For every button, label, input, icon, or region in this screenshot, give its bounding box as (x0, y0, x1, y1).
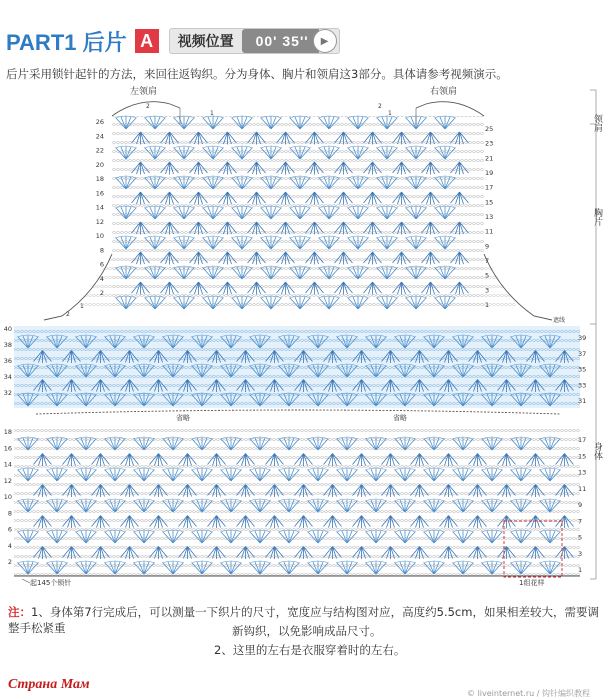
upper-chest-block (44, 102, 552, 320)
note-line-3: 2、这里的左右是衣服穿着时的左右。 (214, 643, 406, 657)
row-number: 13 (578, 468, 587, 477)
row-number: 19 (485, 169, 494, 177)
row-number: 16 (3, 444, 12, 453)
note-line-2: 新钩织，以免影响成品尺寸。 (232, 624, 382, 638)
row-number: 16 (95, 189, 104, 198)
row-number: 4 (99, 274, 104, 283)
row-number: 15 (485, 198, 494, 207)
row-number: 5 (578, 533, 583, 542)
row-number: 18 (95, 175, 104, 183)
video-position-bar[interactable] (169, 28, 340, 54)
note-text-1: 1、身体第7行完成后，可以测量一下织片的尺寸，宽度应与结构图对应，高度约5.5cm，如果相差较大，需要调整手松紧重 (8, 605, 599, 635)
row-number: 9 (485, 242, 490, 251)
row-number: 5 (485, 271, 490, 280)
row-number: 2 (99, 289, 104, 297)
lower-left-row-numbers (4, 428, 12, 566)
row-number: 12 (95, 217, 104, 226)
row-number: 11 (578, 484, 587, 493)
row-number: 37 (578, 349, 587, 358)
neck-mark: 2 (378, 103, 382, 110)
row-number: 10 (95, 232, 104, 240)
side-label-chest: 胸片 (592, 208, 602, 226)
header (6, 26, 340, 56)
row-number: 33 (578, 381, 587, 390)
neck-mark: 1 (388, 110, 392, 117)
row-number: 20 (95, 160, 104, 169)
row-number: 6 (7, 525, 12, 534)
start-arrow (22, 579, 30, 583)
row-number: 14 (95, 203, 104, 212)
mid-left-row-numbers (4, 325, 12, 397)
middle-body-block (14, 326, 580, 408)
row-number: 38 (3, 341, 12, 349)
lower-right-row-numbers (578, 436, 586, 574)
row-number: 1 (485, 301, 490, 309)
omit-label-left: 省略 (176, 414, 190, 422)
row-number: 39 (578, 334, 587, 342)
neck-mark: 1 (210, 110, 214, 117)
crochet-diagram (0, 84, 604, 589)
row-number: 3 (485, 286, 490, 295)
row-number: 7 (485, 257, 490, 265)
side-brackets (590, 90, 596, 579)
left-shoulder-label: 左领肩 (130, 87, 158, 97)
row-number: 10 (3, 493, 12, 501)
row-number: 34 (3, 373, 12, 381)
row-number: 3 (578, 549, 583, 558)
part-badge: A (135, 29, 159, 53)
row-number: 2 (7, 558, 12, 566)
row-number: 23 (485, 139, 494, 148)
omit-wave-line (36, 410, 560, 414)
row-number: 6 (99, 260, 104, 269)
note-prefix: 注： (8, 605, 31, 619)
row-number: 22 (95, 146, 104, 155)
video-label: 视频位置 (177, 34, 234, 50)
row-number: 4 (7, 541, 12, 550)
row-number: 7 (578, 517, 583, 526)
row-number: 32 (3, 389, 12, 397)
row-number: 24 (95, 132, 104, 141)
row-number: 40 (3, 325, 12, 333)
row-number: 15 (578, 452, 587, 461)
weave-in-label: 遮线 (553, 317, 566, 324)
neck-mark: 2 (146, 103, 150, 110)
repeat-label: 1组花样 (519, 579, 545, 587)
row-number: 8 (99, 246, 104, 255)
play-icon[interactable]: ▶ (313, 29, 337, 53)
armhole-mark: 2 (66, 311, 70, 318)
row-number: 18 (3, 428, 12, 436)
intro-text: 后片采用锁针起针的方法，来回往返钩织。分为身体、胸片和领肩这3部分。具体请参考视频演示。 (6, 67, 508, 81)
row-number: 9 (578, 501, 583, 509)
watermark-logo: Страна Мам (8, 677, 90, 692)
video-time: 00' 35'' (242, 29, 319, 53)
row-number: 35 (578, 365, 587, 374)
omit-label-right: 省略 (393, 414, 407, 422)
credit-text: © liveinternet.ru / 钩针编织教程 (467, 689, 590, 698)
start-chain-label: 起145个锁针 (30, 579, 72, 587)
side-label-shoulder: 领肩 (592, 114, 602, 132)
row-number: 26 (95, 118, 104, 126)
row-number: 17 (485, 183, 494, 192)
row-number: 14 (3, 460, 12, 469)
row-number: 31 (578, 397, 587, 405)
armhole-mark: 1 (80, 303, 84, 310)
row-number: 13 (485, 213, 494, 221)
row-number: 11 (485, 227, 494, 236)
row-number: 1 (578, 566, 583, 574)
page-title: PART1 后片 (6, 29, 127, 55)
row-number: 25 (485, 125, 494, 133)
row-number: 8 (7, 509, 12, 518)
row-number: 21 (485, 154, 494, 163)
row-number: 36 (3, 357, 12, 365)
side-label-body: 身体 (592, 442, 602, 460)
row-number: 17 (578, 436, 587, 444)
right-shoulder-label: 右领肩 (430, 87, 458, 97)
row-number: 12 (3, 476, 12, 485)
